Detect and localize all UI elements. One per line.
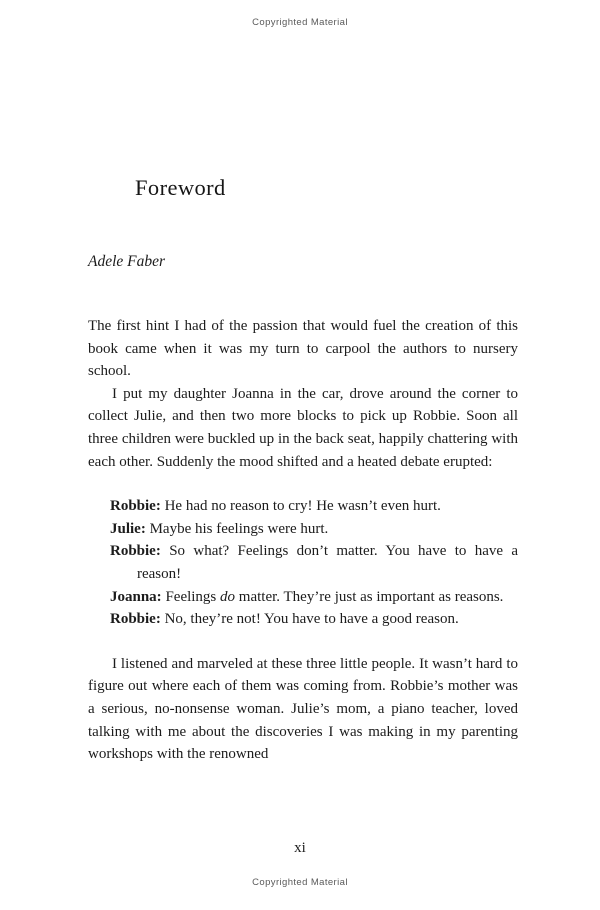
dialogue-block xyxy=(110,495,518,631)
copyright-notice-bottom: Copyrighted Material xyxy=(252,877,348,888)
dialogue-text: He had no reason to cry! He wasn’t even hurt. xyxy=(164,498,441,515)
paragraph: I put my daughter Joanna in the car, drove around the corner to collect Julie, and then two more blocks to pick up Robbie. Soon all three children were buckled up in the back seat, happily chattering with each other. Suddenly the mood shifted and a heated debate erupted: xyxy=(88,385,518,470)
dialogue-text: Feelings xyxy=(165,588,221,605)
paragraph: I listened and marveled at these three little people. It wasn’t hard to figure out where each of them was coming from. Robbie’s mother was a serious, no-nonsense woman. Julie’s mom, a piano teacher, loved talking with me about the discoveries I was making in my parenting workshops with the renowned xyxy=(88,655,518,763)
speaker-name: Joanna: xyxy=(110,588,162,605)
speaker-name: Robbie: xyxy=(110,543,161,560)
dialogue-text: No, they’re not! You have to have a good reason. xyxy=(164,611,459,628)
copyright-notice-top: Copyrighted Material xyxy=(252,17,348,28)
dialogue-line xyxy=(110,586,518,609)
speaker-name: Julie: xyxy=(110,520,146,537)
speaker-name: Robbie: xyxy=(110,611,161,628)
dialogue-line xyxy=(110,518,518,541)
page-number: xi xyxy=(294,840,306,856)
speaker-name: Robbie: xyxy=(110,498,161,515)
dialogue-text: So what? Feelings don’t matter. You have to have a reason! xyxy=(137,543,518,582)
dialogue-text: Maybe his feelings were hurt. xyxy=(149,520,329,537)
dialogue-text: matter. They’re just as important as reasons. xyxy=(235,588,504,605)
dialogue-line xyxy=(110,608,518,631)
page-content xyxy=(88,0,518,766)
dialogue-line xyxy=(110,540,518,585)
paragraph: The first hint I had of the passion that would fuel the creation of this book came when it was my turn to carpool the authors to nursery school. xyxy=(88,318,518,380)
dialogue-text-emphasis: do xyxy=(220,588,236,605)
dialogue-line xyxy=(110,495,518,518)
foreword-author: Adele Faber xyxy=(88,253,166,270)
chapter-title: Foreword xyxy=(135,175,226,200)
